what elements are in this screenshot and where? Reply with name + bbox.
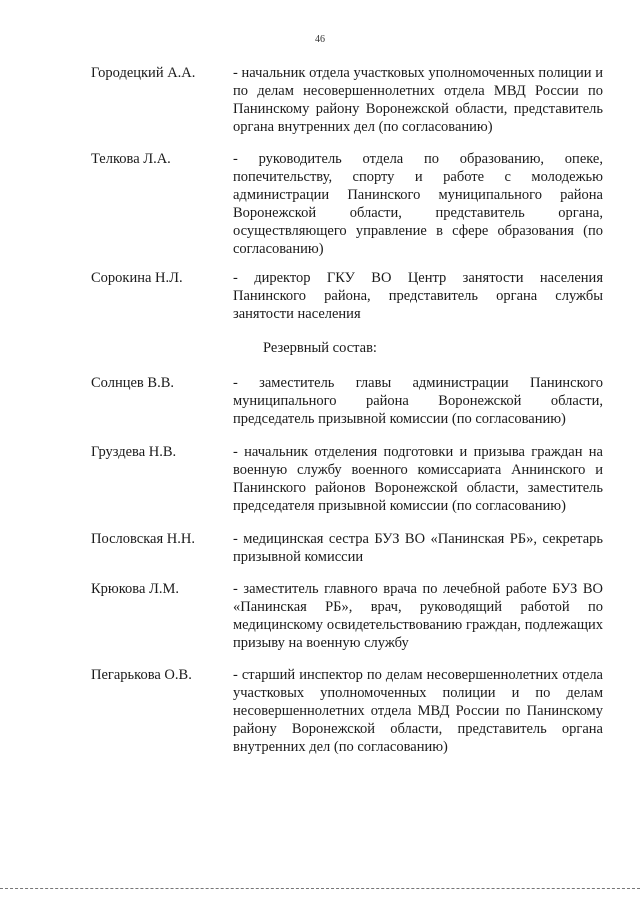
page-number: 46	[315, 34, 325, 45]
member-name: Солнцев В.В.	[91, 375, 174, 391]
page-bottom-edge	[0, 888, 640, 889]
member-position-description: - заместитель главы администрации Панинского муниципального района Воронежской области, председатель призывной комиссии (по согласованию)	[233, 375, 603, 427]
member-name: Пословская Н.Н.	[91, 531, 195, 547]
member-position-description: - начальник отделения подготовки и призыва граждан на военную службу военного комиссариата Аннинского и Панинского районов Воронежской области, заместитель председателя призывной комиссии (по согласованию)	[233, 444, 603, 514]
member-position-description: - заместитель главного врача по лечебной работе БУЗ ВО «Панинская РБ», врач, руководящий работой по медицинскому освидетельствованию граждан, подлежащих призыву на военную службу	[233, 581, 603, 651]
member-name: Сорокина Н.Л.	[91, 270, 183, 286]
member-position-description: - старший инспектор по делам несовершеннолетних отдела участковых уполномоченных полиции и по делам несовершеннолетних отдела МВД России по Панинскому району Воронежской области, представитель органа внутренних дел (по согласованию)	[233, 667, 603, 755]
member-position-description: - медицинская сестра БУЗ ВО «Панинская РБ», секретарь призывной комиссии	[233, 531, 603, 565]
member-name: Городецкий А.А.	[91, 65, 196, 81]
member-name: Пегарькова О.В.	[91, 667, 192, 683]
member-name: Груздева Н.В.	[91, 444, 177, 460]
member-position-description: - руководитель отдела по образованию, опеке, попечительству, спорту и работе с молодежью администрации Панинского муниципального района Воронежской области, представитель органа, осуществляющего управление в сфере образования (по согласованию)	[233, 151, 603, 257]
member-position-description: - директор ГКУ ВО Центр занятости населения Панинского района, представитель органа службы занятости населения	[233, 270, 603, 322]
member-name: Крюкова Л.М.	[91, 581, 180, 597]
member-name: Телкова Л.А.	[91, 151, 171, 167]
reserve-section-heading: Резервный состав:	[263, 340, 377, 356]
member-position-description: - начальник отдела участковых уполномоченных полиции и по делам несовершеннолетних отдела МВД России по Панинскому району Воронежской области, представитель органа внутренних дел (по согласованию)	[233, 65, 603, 135]
